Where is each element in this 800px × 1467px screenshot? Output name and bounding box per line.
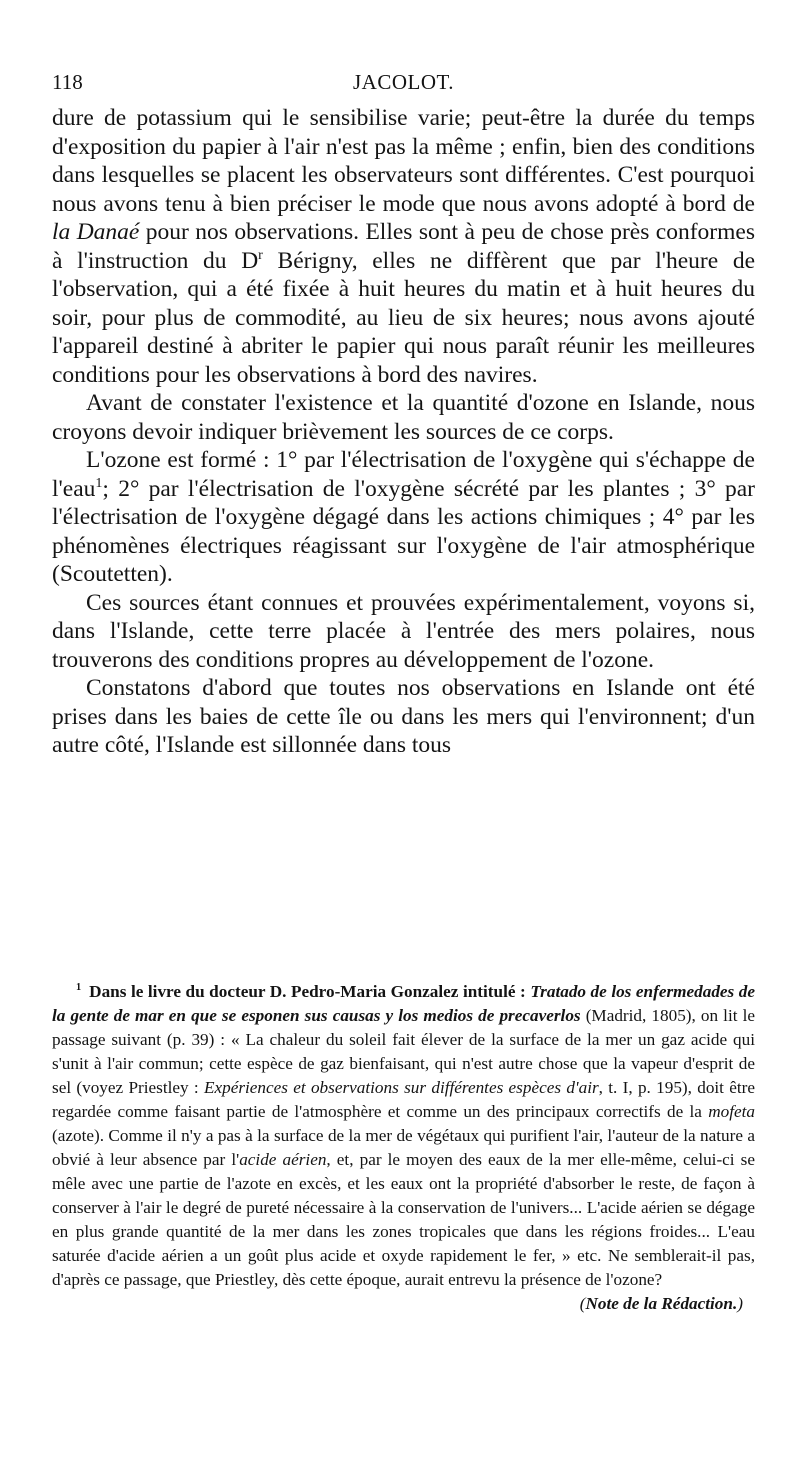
doctor-superscript: r	[258, 246, 263, 263]
fn-text-c: , t. I, p. 195), doit être regardée comme faisant partie de l'atmosphère et comme un des principaux correctifs de la	[52, 1078, 756, 1121]
note-open-paren: (	[579, 1294, 586, 1313]
p1-text-b: pour nos observations. Elles sont à peu de chose près conformes à l'instruction du D	[52, 219, 755, 274]
term-mofeta: mofeta	[708, 1102, 755, 1121]
p1-text-a: dure de potassium qui le sensibilise varie; peut-être la durée du temps d'exposition du papier à l'air n'est pas la même ; enfin, bien des conditions dans lesquelles se placent les observateurs sont différentes. C'est pourquoi nous avons tenu à bien préciser le mode que nous avons adopté à bord de	[52, 105, 755, 217]
note-label: Note de la Rédaction.	[585, 1294, 738, 1313]
fn-text-e: , et, par le moyen des eaux de la mer elle-même, celui-ci se mêle avec une partie de l'azote en excès, et les eaux ont la propriété d'absorber le reste, de façon à conserver à l'air le degré de pureté nécessaire à la conservation de l'univers... L'acide aérien se dégage en plus grande quantité de la mer dans les zones tropicales que dans les régions froides... L'eau saturée d'acide aérien a un goût plus acide et oxyde rapidement le fer, » etc. Ne semblerait-il pas, d'après ce passage, que Priestley, dès cette époque, aurait entrevu la présence de l'ozone?	[52, 1150, 755, 1289]
page	[52, 70, 755, 760]
footnote-marker: 1	[76, 982, 82, 994]
p1-text-c: Bérigny, elles ne diffèrent que par l'heure de l'observation, qui a été fixée à huit heures du matin et à huit heures du soir, pour plus de commodité, au lieu de six heures; nous avons ajouté l'appareil destiné à abriter le papier qui nous paraît réunir les meilleures conditions pour les observations à bord des navires.	[52, 247, 756, 388]
ship-name: la Danaé	[52, 219, 140, 245]
editorial-note	[556, 1292, 743, 1316]
running-title: JACOLOT.	[352, 70, 455, 94]
footnote	[52, 980, 755, 1316]
fn-text-a: Dans le livre du docteur D. Pedro-Maria Gonzalez intitulé :	[89, 982, 531, 1001]
fn-text-b: (Madrid, 1805), on lit le passage suivant (p. 39) : « La chaleur du soleil fait élever de la surface de la mer un gaz acide qui s'unit à l'air commun; cette espèce de gaz bienfaisant, qui n'est autre chose que la vapeur d'esprit de sel (voyez Priestley :	[52, 1006, 755, 1097]
paragraph-3	[52, 446, 755, 589]
fn-text-d: (azote). Comme il n'y a pas à la surface de la mer de végétaux qui purifient l'air, l'auteur de la nature a obvié à leur absence par l'	[52, 1126, 755, 1169]
p3-text-b: ; 2° par l'électrisation de l'oxygène sécrété par les plantes ; 3° par l'électrisation de l'oxygène dégagé dans les actions chimiques ; 4° par les phénomènes électriques réagissant sur l'oxygène de l'air atmosphérique (Scoutetten).	[52, 475, 755, 587]
paragraph-2: Avant de constater l'existence et la quantité d'ozone en Islande, nous croyons devoir indiquer brièvement les sources de ce corps.	[52, 390, 755, 445]
running-head	[52, 70, 755, 104]
work-title: Expériences et observations sur différentes espèces d'air	[203, 1078, 599, 1097]
paragraph-4: Ces sources étant connues et prouvées expérimentalement, voyons si, dans l'Islande, cette terre placée à l'entrée des mers polaires, nous trouverons des conditions propres au développement de l'ozone.	[52, 589, 755, 673]
paragraph-1	[52, 104, 755, 389]
footnote-reference[interactable]: 1	[95, 474, 103, 491]
footnote-paragraph	[52, 980, 756, 1313]
page-number: 118	[52, 70, 83, 94]
book-title: Tratado de los enfermedades de la gente de mar en que se esponen sus causas y los medios de precaverlos	[52, 982, 755, 1025]
body-text	[52, 104, 755, 760]
paragraph-5: Constatons d'abord que toutes nos observations en Islande ont été prises dans les baies de cette île ou dans les mers qui l'environnent; d'un autre côté, l'Islande est sillonnée dans tous	[52, 675, 755, 758]
p3-text-a: L'ozone est formé : 1° par l'électrisation de l'oxygène qui s'échappe de l'eau	[52, 447, 755, 502]
term-acide-aerien: acide aérien	[239, 1150, 327, 1169]
note-close-paren: )	[737, 1294, 743, 1313]
